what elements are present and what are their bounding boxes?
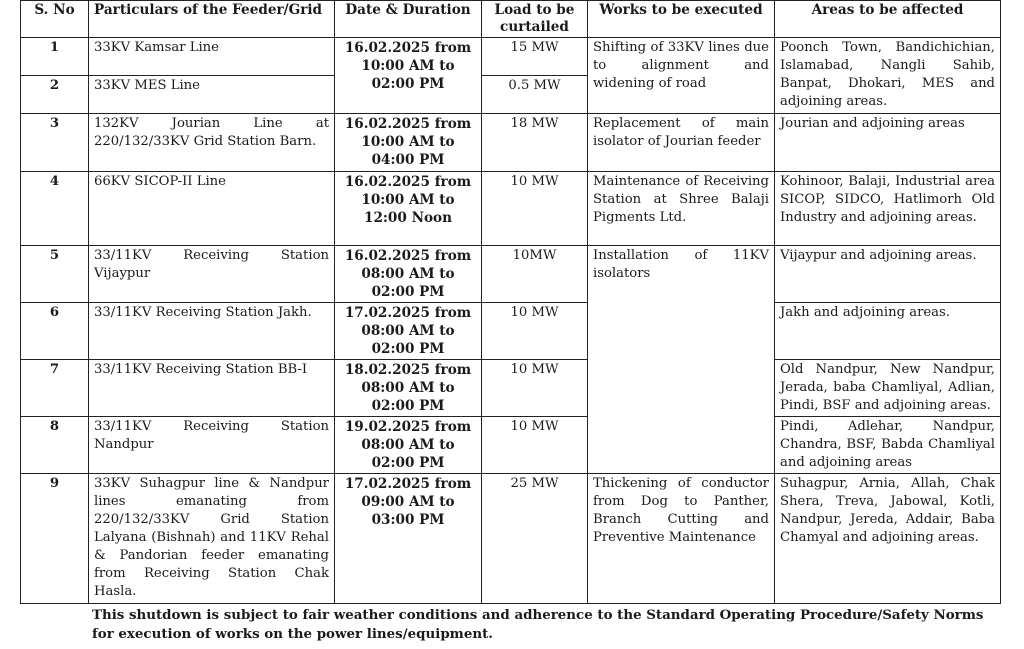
header-particulars: Particulars of the Feeder/Grid <box>89 1 335 38</box>
row-load: 10 MW <box>482 172 588 246</box>
table-row <box>21 114 1001 172</box>
table-row <box>21 474 1001 604</box>
row-load: 18 MW <box>482 114 588 172</box>
table-row <box>21 38 1001 76</box>
row-particulars: 33KV Kamsar Line <box>89 38 335 76</box>
row-areas: Old Nandpur, New Nandpur, Jerada, baba Chamliyal, Adlian, Pindi, BSF and adjoining areas. <box>775 360 1001 417</box>
table-header-row <box>21 1 1001 38</box>
row-load: 15 MW <box>482 38 588 76</box>
row-load: 10 MW <box>482 360 588 417</box>
row-sno: 3 <box>21 114 89 172</box>
table-row <box>21 360 1001 417</box>
table-row <box>21 417 1001 474</box>
row-areas: Jourian and adjoining areas <box>775 114 1001 172</box>
row-areas: Suhagpur, Arnia, Allah, Chak Shera, Treva, Jabowal, Kotli, Nandpur, Jereda, Addair, Baba Chamyal and adjoining areas. <box>775 474 1001 604</box>
row-load: 10MW <box>482 246 588 303</box>
row-works: Replacement of main isolator of Jourian feeder <box>588 114 775 172</box>
header-works: Works to be executed <box>588 1 775 38</box>
row-sno: 4 <box>21 172 89 246</box>
row-sno: 9 <box>21 474 89 604</box>
row-particulars: 33KV MES Line <box>89 76 335 114</box>
row-sno: 8 <box>21 417 89 474</box>
row-date-duration: 16.02.2025 from 10:00 AM to 04:00 PM <box>335 114 482 172</box>
row-date-duration: 18.02.2025 from 08:00 AM to 02:00 PM <box>335 360 482 417</box>
row-areas: Jakh and adjoining areas. <box>775 303 1001 360</box>
footer-note: This shutdown is subject to fair weather conditions and adherence to the Standard Operating Procedure/Safety Norms for execution of works on the power lines/equipment. <box>92 607 984 642</box>
table-row <box>21 246 1001 303</box>
row-sno: 5 <box>21 246 89 303</box>
row-load: 10 MW <box>482 303 588 360</box>
header-load: Load to be curtailed <box>482 1 588 38</box>
row-date-duration: 17.02.2025 from 08:00 AM to 02:00 PM <box>335 303 482 360</box>
shutdown-schedule-table <box>20 0 1001 604</box>
row-works: Installation of 11KV isolators <box>588 246 775 474</box>
row-sno: 2 <box>21 76 89 114</box>
row-sno: 6 <box>21 303 89 360</box>
row-date-duration: 16.02.2025 from 10:00 AM to 02:00 PM <box>335 38 482 114</box>
row-areas: Pindi, Adlehar, Nandpur, Chandra, BSF, Babda Chamliyal and adjoining areas <box>775 417 1001 474</box>
row-sno: 7 <box>21 360 89 417</box>
row-particulars: 33/11KV Receiving Station Nandpur <box>89 417 335 474</box>
row-works: Shifting of 33KV lines due to alignment and widening of road <box>588 38 775 114</box>
header-date-duration: Date & Duration <box>335 1 482 38</box>
row-works: Thickening of conductor from Dog to Panther, Branch Cutting and Preventive Maintenance <box>588 474 775 604</box>
row-areas: Poonch Town, Bandichichian, Islamabad, Nangli Sahib, Banpat, Dhokari, MES and adjoining areas. <box>775 38 1001 114</box>
row-date-duration: 16.02.2025 from 08:00 AM to 02:00 PM <box>335 246 482 303</box>
row-particulars: 33/11KV Receiving Station Vijaypur <box>89 246 335 303</box>
row-areas: Vijaypur and adjoining areas. <box>775 246 1001 303</box>
row-particulars: 33/11KV Receiving Station Jakh. <box>89 303 335 360</box>
row-load: 10 MW <box>482 417 588 474</box>
row-particulars: 33KV Suhagpur line & Nandpur lines emanating from 220/132/33KV Grid Station Lalyana (Bishnah) and 11KV Rehal & Pandorian feeder emanating from Receiving Station Chak Hasla. <box>89 474 335 604</box>
header-sno: S. No <box>21 1 89 38</box>
row-sno: 1 <box>21 38 89 76</box>
header-areas: Areas to be affected <box>775 1 1001 38</box>
row-date-duration: 19.02.2025 from 08:00 AM to 02:00 PM <box>335 417 482 474</box>
table-row <box>21 303 1001 360</box>
row-load: 0.5 MW <box>482 76 588 114</box>
table-row <box>21 172 1001 246</box>
row-date-duration: 17.02.2025 from 09:00 AM to 03:00 PM <box>335 474 482 604</box>
row-works: Maintenance of Receiving Station at Shree Balaji Pigments Ltd. <box>588 172 775 246</box>
row-date-duration: 16.02.2025 from 10:00 AM to 12:00 Noon <box>335 172 482 246</box>
row-load: 25 MW <box>482 474 588 604</box>
row-particulars: 33/11KV Receiving Station BB-I <box>89 360 335 417</box>
shutdown-schedule-sheet <box>20 0 1000 604</box>
row-particulars: 132KV Jourian Line at 220/132/33KV Grid Station Barn. <box>89 114 335 172</box>
row-particulars: 66KV SICOP-II Line <box>89 172 335 246</box>
row-areas: Kohinoor, Balaji, Industrial area SICOP, SIDCO, Hatlimorh Old Industry and adjoining areas. <box>775 172 1001 246</box>
